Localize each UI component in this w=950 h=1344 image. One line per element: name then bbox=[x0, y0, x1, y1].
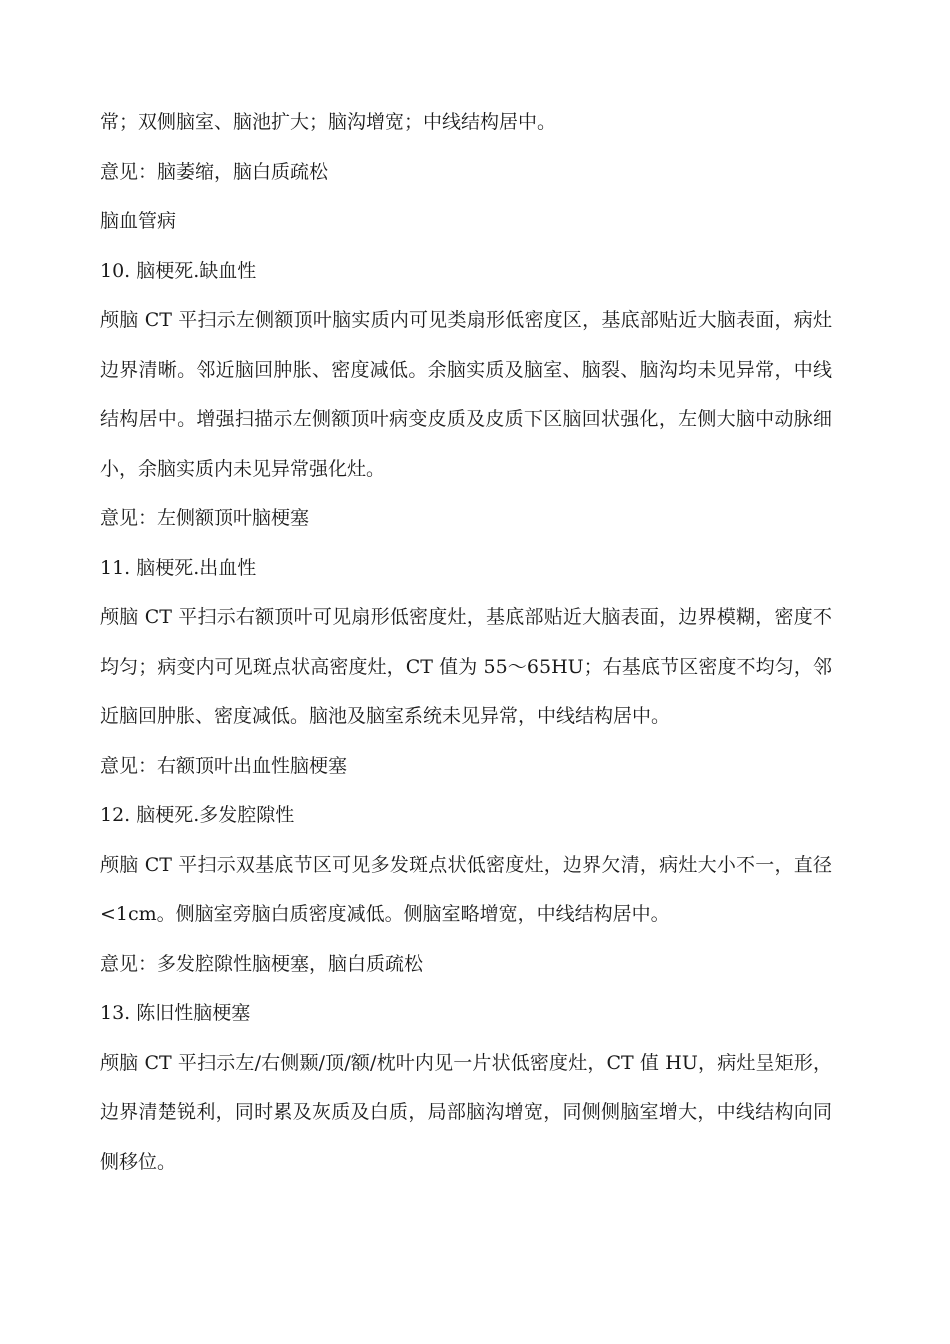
item12-heading: 12. 脑梗死.多发腔隙性 bbox=[100, 804, 295, 826]
item13-heading: 13. 陈旧性脑梗塞 bbox=[100, 1002, 251, 1024]
item11-opinion: 意见：右额顶叶出血性脑梗塞 bbox=[100, 754, 348, 777]
section-heading: 脑血管病 bbox=[100, 210, 177, 232]
item11-body: 颅脑 CT 平扫示右额顶叶可见扇形低密度灶，基底部贴近大脑表面，边界模糊，密度不均匀；病变内可见斑点状高密度灶，CT 值为 55～65HU；右基底节区密度不均匀，邻近脑回肿胀、密度减低。脑池及脑室系统未见异常，中线结构居中。 bbox=[100, 606, 832, 727]
item10-heading: 10. 脑梗死.缺血性 bbox=[100, 259, 257, 282]
item12-opinion: 意见：多发腔隙性脑梗塞，脑白质疏松 bbox=[100, 952, 424, 975]
continuation-paragraph: 常；双侧脑室、脑池扩大；脑沟增宽；中线结构居中。 bbox=[100, 111, 557, 133]
item13-body: 颅脑 CT 平扫示左/右侧颞/顶/额/枕叶内见一片状低密度灶，CT 值 HU，病灶呈矩形，边界清楚锐利，同时累及灰质及白质，局部脑沟增宽，同侧侧脑室增大，中线结构向同侧移位。 bbox=[100, 1051, 832, 1173]
item12-body: 颅脑 CT 平扫示双基底节区可见多发斑点状低密度灶，边界欠清，病灶大小不一，直径<1cm。侧脑室旁脑白质密度减低。侧脑室略增宽，中线结构居中。 bbox=[100, 853, 832, 925]
opinion-atrophy: 意见：脑萎缩，脑白质疏松 bbox=[100, 160, 329, 183]
item11-heading: 11. 脑梗死.出血性 bbox=[100, 556, 257, 579]
item10-opinion: 意见：左侧额顶叶脑梗塞 bbox=[100, 507, 310, 529]
item10-body: 颅脑 CT 平扫示左侧额顶叶脑实质内可见类扇形低密度区，基底部贴近大脑表面，病灶边界清晰。邻近脑回肿胀、密度减低。余脑实质及脑室、脑裂、脑沟均未见异常，中线结构居中。增强扫描示左侧额顶叶病变皮质及皮质下区脑回状强化，左侧大脑中动脉细小，余脑实质内未见异常强化灶。 bbox=[100, 309, 832, 480]
document-body bbox=[100, 98, 832, 1187]
